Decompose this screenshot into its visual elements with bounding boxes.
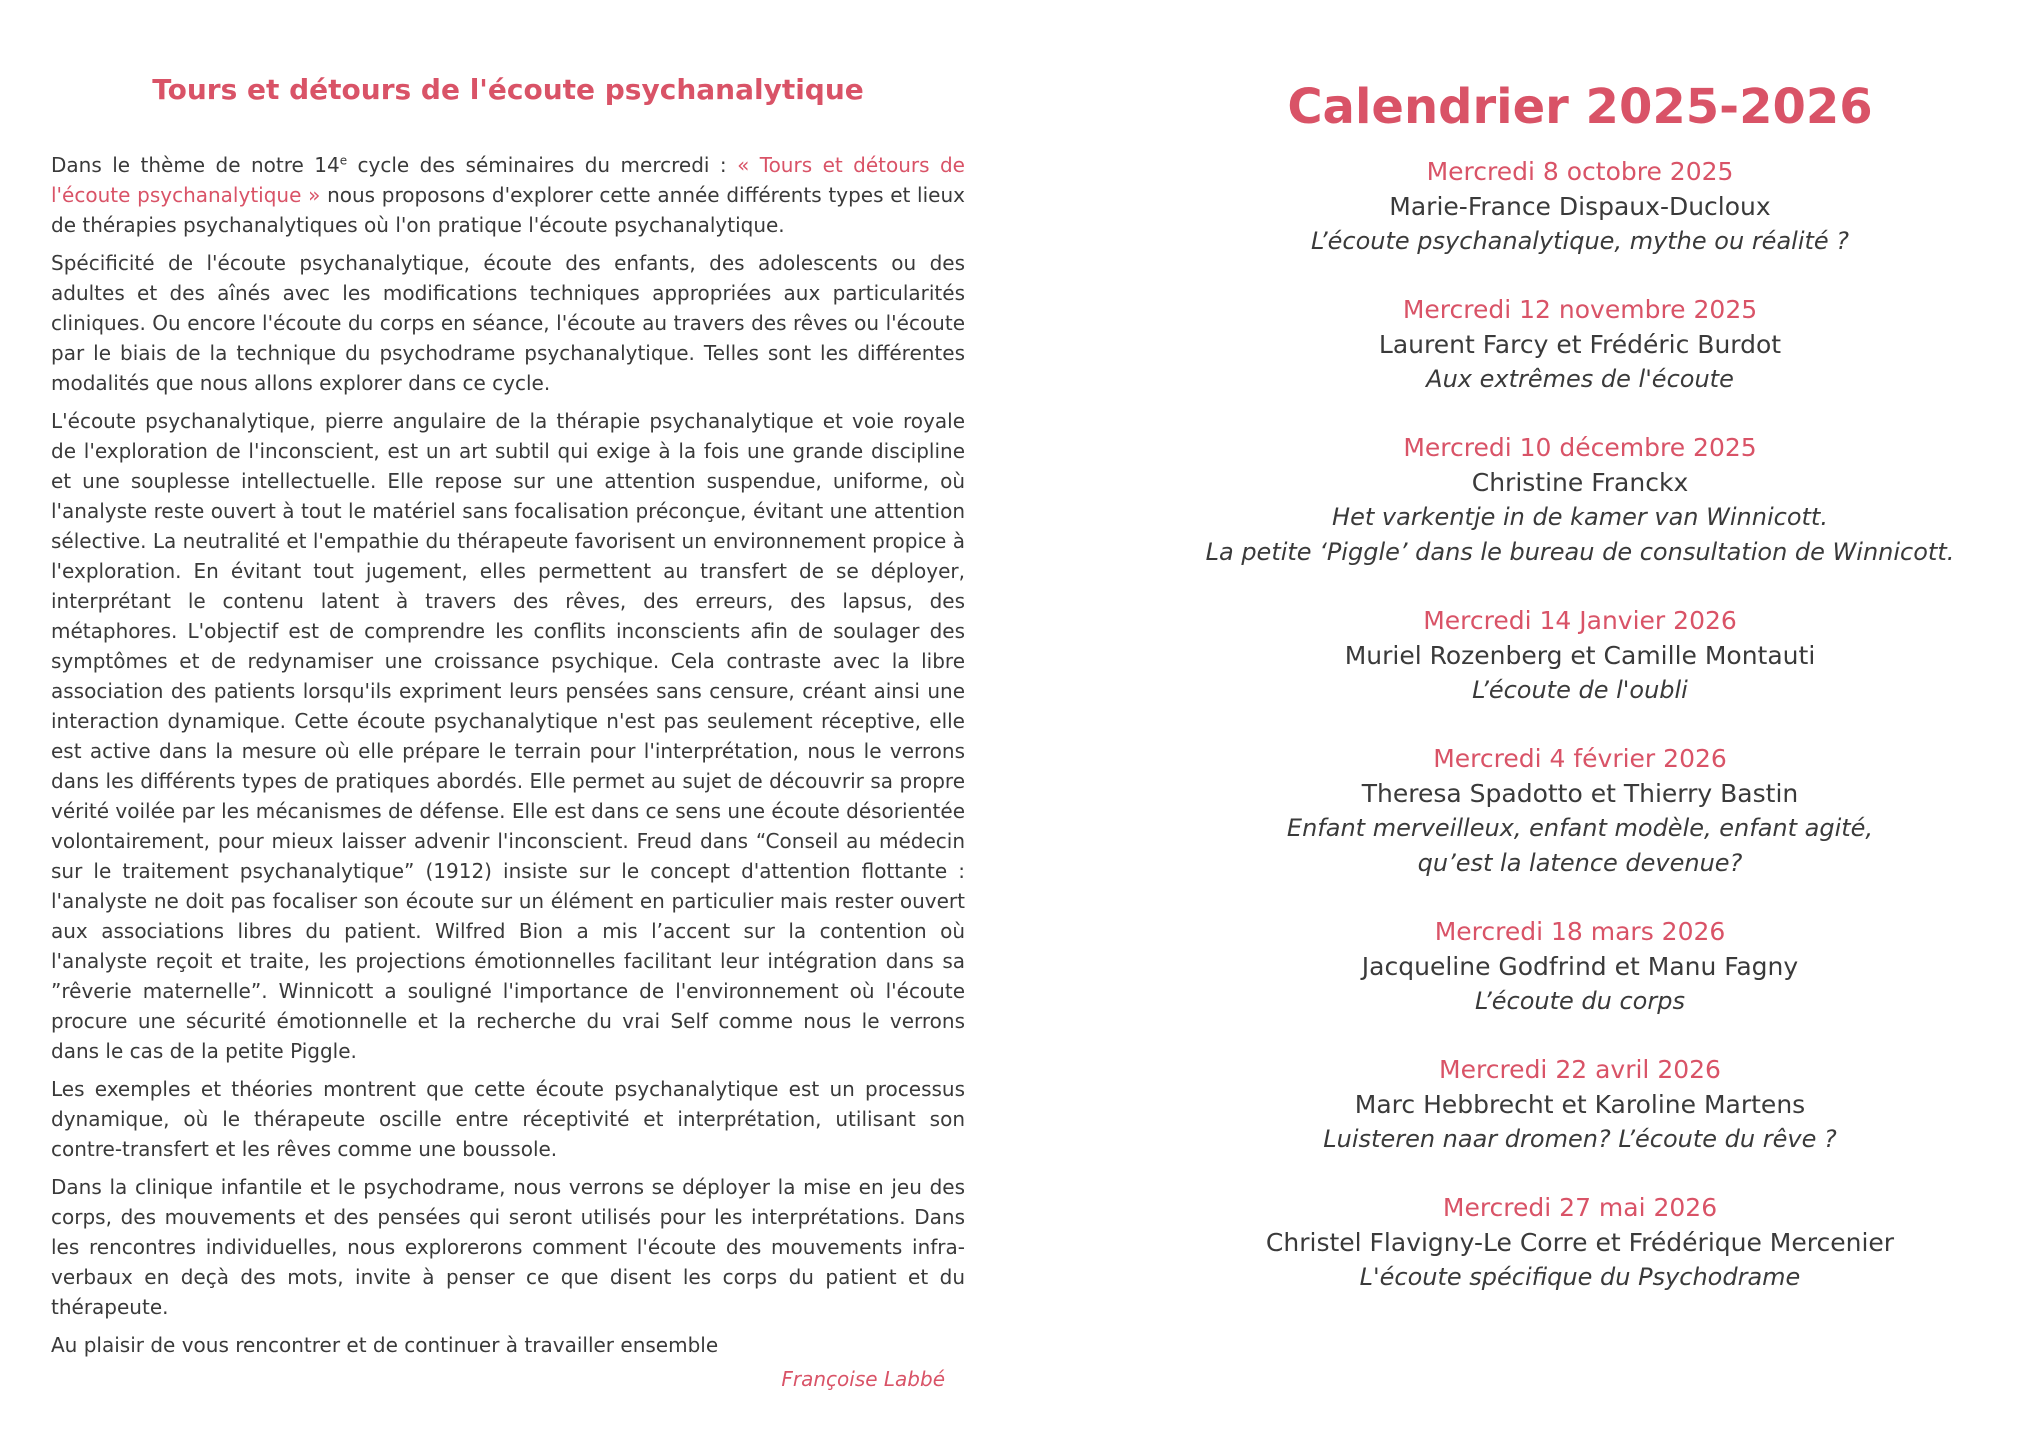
- body-paragraph: Les exemples et théories montrent que cette écoute psychanalytique est un processus dynamique, où le thérapeute oscille entre réceptivité et interprétation, utilisant son contre-transfert et les rêves comme une boussole.: [51, 1077, 965, 1161]
- event-speaker: Laurent Farcy et Frédéric Burdot: [1378, 330, 1782, 359]
- event-date: Mercredi 12 novembre 2025: [1402, 295, 1758, 324]
- body-paragraph: Dans la clinique infantile et le psychodrame, nous verrons se déployer la mise en jeu des corps, des mouvements et des pensées qui seront utilisés pour les interprétations. Dans les rencontres individuelles, nous explorerons comment l'écoute des mouvements infra-verbaux en deçà des mots, invite à penser ce que disent les corps du patient et du thérapeute.: [51, 1175, 965, 1319]
- calendar-event: [1120, 1052, 2039, 1157]
- intro-title: Tours et détours de l'écoute psychanalytique: [152, 73, 864, 106]
- event-topic: L’écoute de l'oubli: [1472, 676, 1688, 704]
- event-date: Mercredi 22 avril 2026: [1439, 1055, 1721, 1084]
- event-topic: qu’est la latence devenue?: [1417, 849, 1743, 877]
- event-topic: Luisteren naar dromen? L’écoute du rêve ?: [1323, 1125, 1837, 1153]
- event-topic: Aux extrêmes de l'écoute: [1426, 365, 1734, 393]
- event-date: Mercredi 10 décembre 2025: [1403, 433, 1757, 462]
- event-topic: Enfant merveilleux, enfant modèle, enfant agité,: [1286, 814, 1874, 842]
- event-speaker: Theresa Spadotto et Thierry Bastin: [1361, 779, 1799, 808]
- calendar-event: [1120, 603, 2039, 708]
- event-speaker: Muriel Rozenberg et Camille Montauti: [1344, 641, 1816, 670]
- event-topic: La petite ‘Piggle’ dans le bureau de consultation de Winnicott.: [1205, 538, 1955, 566]
- intro-superscript: e: [339, 153, 348, 168]
- body-paragraph: Spécificité de l'écoute psychanalytique, écoute des enfants, des adolescents ou des adultes et des aînés avec les modifications techniques appropriées aux particularités cliniques. Ou encore l'écoute du corps en séance, l'écoute au travers des rêves ou l'écoute par le biais de la technique du psychodrame psychanalytique. Telles sont les différentes modalités que nous allons explorer dans ce cycle.: [51, 251, 965, 395]
- event-date: Mercredi 18 mars 2026: [1434, 917, 1726, 946]
- calendar-event: [1120, 914, 2039, 1019]
- calendar-title: Calendrier 2025-2026: [1287, 79, 1873, 135]
- signature: Françoise Labbé: [781, 1367, 945, 1391]
- intro-paragraph: [51, 150, 965, 240]
- calendar-event: [1120, 430, 2039, 570]
- intro-text-end: nous proposons d'explorer cette année différents types et lieux de thérapies psychanalytiques où l'on pratique l'écoute psychanalytique.: [51, 183, 965, 237]
- intro-text-mid: cycle des séminaires du mercredi :: [347, 153, 738, 177]
- event-date: Mercredi 14 Janvier 2026: [1423, 606, 1737, 635]
- calendar-column: [1120, 74, 2039, 1328]
- calendar-event: [1120, 154, 2039, 259]
- event-speaker: Christel Flavigny-Le Corre et Frédérique Mercenier: [1265, 1228, 1895, 1257]
- intro-text-start: Dans le thème de notre 14: [51, 153, 340, 177]
- calendar-event: [1120, 292, 2039, 397]
- event-speaker: Christine Franckx: [1471, 468, 1689, 497]
- event-speaker: Jacqueline Godfrind et Manu Fagny: [1361, 952, 1799, 981]
- body-paragraph: L'écoute psychanalytique, pierre angulaire de la thérapie psychanalytique et voie royale de l'exploration de l'inconscient, est un art subtil qui exige à la fois une grande discipline et une souplesse intellectuelle. Elle repose sur une attention suspendue, uniforme, où l'analyste reste ouvert à tout le matériel sans focalisation préconçue, évitant une attention sélective. La neutralité et l'empathie du thérapeute favorisent un environnement propice à l'exploration. En évitant tout jugement, elles permettent au transfert de se déployer, interprétant le contenu latent à travers des rêves, des erreurs, des lapsus, des métaphores. L'objectif est de comprendre les conflits inconscients afin de soulager des symptômes et de redynamiser une croissance psychique. Cela contraste avec la libre association des patients lorsqu'ils expriment leurs pensées sans censure, créant ainsi une interaction dynamique. Cette écoute psychanalytique n'est pas seulement réceptive, elle est active dans la mesure où elle prépare le terrain pour l'interprétation, nous le verrons dans les différents types de pratiques abordés. Elle permet au sujet de découvrir sa propre vérité voilée par les mécanismes de défense. Elle est dans ce sens une écoute désorientée volontairement, pour mieux laisser advenir l'inconscient. Freud dans “Conseil au médecin sur le traitement psychanalytique” (1912) insiste sur le concept d'attention flottante : l'analyste ne doit pas focaliser son écoute sur un élément en particulier mais rester ouvert aux associations libres du patient. Wilfred Bion a mis l’accent sur la contention où l'analyste reçoit et traite, les projections émotionnelles facilitant leur intégration dans sa ”rêverie maternelle”. Winnicott a souligné l'importance de l'environnement où l'écoute procure une sécurité émotionnelle et la recherche du vrai Self comme nous le verrons dans le cas de la petite Piggle.: [51, 409, 965, 1063]
- event-date: Mercredi 8 octobre 2025: [1426, 157, 1734, 186]
- event-speaker: Marc Hebbrecht et Karoline Martens: [1354, 1090, 1806, 1119]
- event-date: Mercredi 27 mai 2026: [1442, 1193, 1718, 1222]
- cycle-title-quote: « Tours et détours de l'écoute psychanalytique »: [51, 153, 965, 207]
- intro-column: [51, 70, 965, 1394]
- event-topic: L’écoute du corps: [1475, 987, 1685, 1015]
- event-topic: L’écoute psychanalytique, mythe ou réalité ?: [1310, 227, 1850, 255]
- event-speaker: Marie-France Dispaux-Ducloux: [1389, 192, 1771, 221]
- closing-line: Au plaisir de vous rencontrer et de continuer à travailler ensemble: [51, 1333, 719, 1357]
- calendar-event: [1120, 741, 2039, 881]
- event-topic: L'écoute spécifique du Psychodrame: [1359, 1263, 1801, 1291]
- event-topic: Het varkentje in de kamer van Winnicott.: [1332, 503, 1828, 531]
- calendar-event: [1120, 1190, 2039, 1295]
- event-date: Mercredi 4 février 2026: [1433, 744, 1727, 773]
